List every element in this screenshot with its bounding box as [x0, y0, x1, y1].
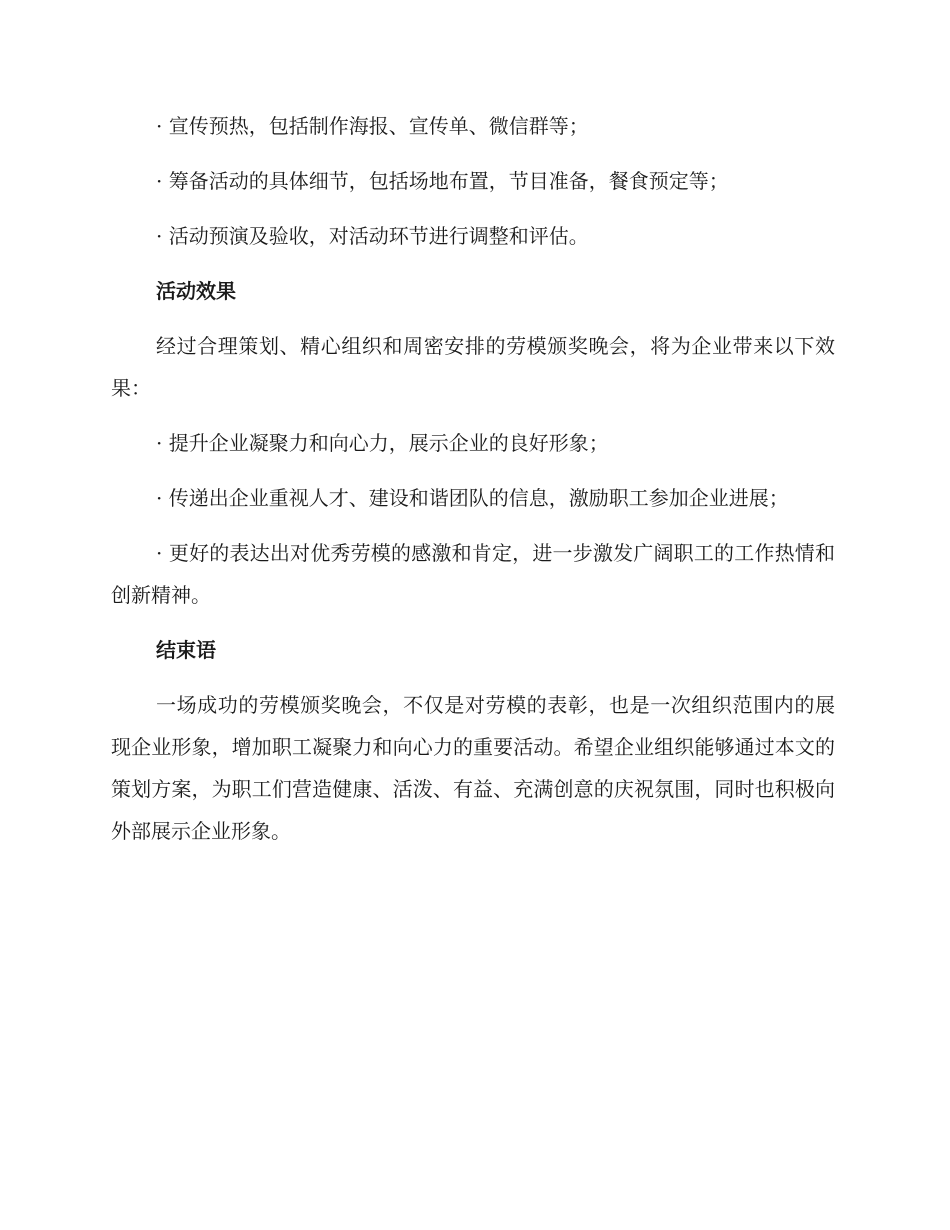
bullet-item: · 宣传预热，包括制作海报、宣传单、微信群等； [156, 114, 589, 138]
bullet-item: · 筹备活动的具体细节，包括场地布置，节目准备，餐食预定等； [156, 169, 729, 193]
bullet-item: · 更好的表达出对优秀劳模的感激和肯定，进一步激发广阔职工的工作热情和创新精神。 [111, 541, 835, 607]
document-body [111, 105, 835, 865]
effect-intro-paragraph: 经过合理策划、精心组织和周密安排的劳模颁奖晚会，将为企业带来以下效果： [111, 334, 835, 400]
section-heading-conclusion: 结束语 [156, 638, 216, 662]
bullet-item: · 活动预演及验收，对活动环节进行调整和评估。 [156, 224, 589, 248]
bullet-item: · 传递出企业重视人才、建设和谐团队的信息，激励职工参加企业进展； [156, 486, 789, 510]
section-heading-effect: 活动效果 [156, 279, 236, 303]
conclusion-paragraph: 一场成功的劳模颁奖晚会，不仅是对劳模的表彰，也是一次组织范围内的展现企业形象，增加职工凝聚力和向心力的重要活动。希望企业组织能够通过本文的策划方案，为职工们营造健康、活泼、有益、充满创意的庆祝氛围，同时也积极向外部展示企业形象。 [111, 693, 835, 843]
bullet-item: · 提升企业凝聚力和向心力，展示企业的良好形象； [156, 431, 609, 455]
